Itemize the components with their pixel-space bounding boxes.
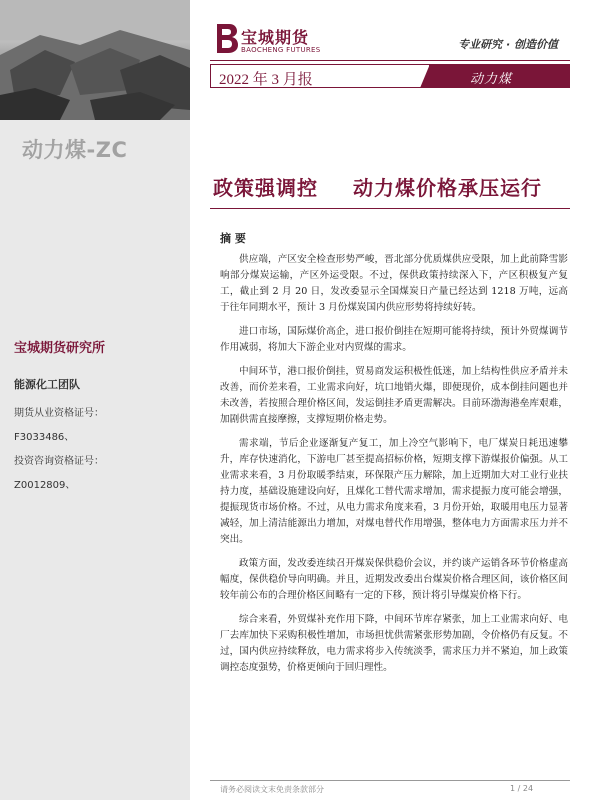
report-date: 2022 年 3 月报 xyxy=(219,72,313,88)
team-name: 能源化工团队 xyxy=(14,378,80,391)
coal-rocks-image xyxy=(0,0,190,120)
report-banner xyxy=(210,64,570,88)
abstract-paragraph: 中间环节，港口报价倒挂，贸易商发运积极性低迷，加上结构性供应矛盾并未改善，而价差来看，工业需求向好，坑口地销火爆，即便现价，成本倒挂问题也并未改善，若按照合理价格区间，发运倒挂矛盾更需解决。目前环渤海港垒库艰难，加剧供需直接摩擦，支撑短期价格走势。 xyxy=(220,366,568,425)
company-logo xyxy=(213,22,333,58)
logo-mark-icon xyxy=(213,22,239,54)
abstract-paragraph: 综合来看，外贸煤补充作用下降，中间环节库存紧张，加上工业需求向好、电厂去库加快下采购积极性增加，市场担忧供需紧张形势加剧，令价格仍有反复。不过，国内供应持续释放，电力需求将步入传统淡季，需求压力并不紧迫，加上政策调控态度强势，价格更倾向于回归理性。 xyxy=(220,614,568,673)
banner-date-box xyxy=(210,64,430,88)
abstract-paragraph: 政策方面，发改委连续召开煤炭保供稳价会议，并约谈产运销各环节价格虚高幅度，保供稳价导向明确。并且，近期发改委出台煤炭价格合理区间，该价格区间较年前公布的合理价格区间略有一定的下移，预计将引导煤炭价格下行。 xyxy=(220,558,568,601)
headline-part-2: 动力煤价格承压运行 xyxy=(353,176,542,200)
header-divider xyxy=(210,60,570,61)
sidebar-product-title: 动力煤-ZC xyxy=(22,138,128,162)
footer-divider xyxy=(210,780,570,781)
institute-name: 宝城期货研究所 xyxy=(14,341,106,356)
disclaimer-note: 请务必阅读文末免责条款部分 xyxy=(220,785,324,794)
abstract-title: 摘 要 xyxy=(220,232,246,245)
logo-chinese-name: 宝城期货 xyxy=(241,28,310,47)
abstract-body xyxy=(220,252,568,684)
slogan: 专业研究 · 创造价值 xyxy=(458,38,558,51)
sidebar xyxy=(0,0,190,800)
headline-part-1: 政策强调控 xyxy=(213,176,318,200)
cover-photo xyxy=(0,0,190,120)
abstract-paragraph: 进口市场，国际煤价高企，进口报价倒挂在短期可能将持续，预计外贸煤调节作用减弱，将加大下游企业对内贸煤的需求。 xyxy=(220,326,568,353)
futures-cert-value: F3033486、 xyxy=(14,432,75,443)
abstract-paragraph: 需求端，节后企业逐渐复产复工，加上冷空气影响下，电厂煤炭日耗迅速攀升，库存快速消化，下游电厂甚至提高招标价格，短期支撑下游煤报价偏强。从工业需求来看，3 月份取暖季结束，环保限产压力解除，加上近期加大对工业行业扶持力度，基础设施建设向好，且煤化工替代需求增加，需求提振力度可能会增强，提振现货市场价格。不过，从电力需求角度来看，3 月份开始，取暖用电压力显著减轻，加上清洁能源出力增加，对煤电替代作用增强，整体电力方面需求压力并不突出。 xyxy=(220,438,568,545)
page-number: 1 / 24 xyxy=(510,784,534,793)
advisory-cert-value: Z0012809、 xyxy=(14,480,76,491)
advisory-cert-label: 投资咨询资格证号： xyxy=(14,456,104,467)
futures-cert-label: 期货从业资格证号： xyxy=(14,408,104,419)
headline-divider xyxy=(210,208,570,209)
report-category: 动力煤 xyxy=(470,72,513,87)
logo-english-name: BAOCHENG FUTURES xyxy=(241,46,321,54)
abstract-paragraph: 供应端，产区安全检查形势严峻，晋北部分优质煤供应受限，加上此前降雪影响部分煤炭运输，产区外运受限。不过，保供政策持续深入下，产区积极复产复工，截止到 2 月 20 日，发改委显示全国煤炭日产量已经达到 1218 万吨，远高于往年同期水平，预计 3 月份煤炭国内供应形势将持续好转。 xyxy=(220,254,568,313)
